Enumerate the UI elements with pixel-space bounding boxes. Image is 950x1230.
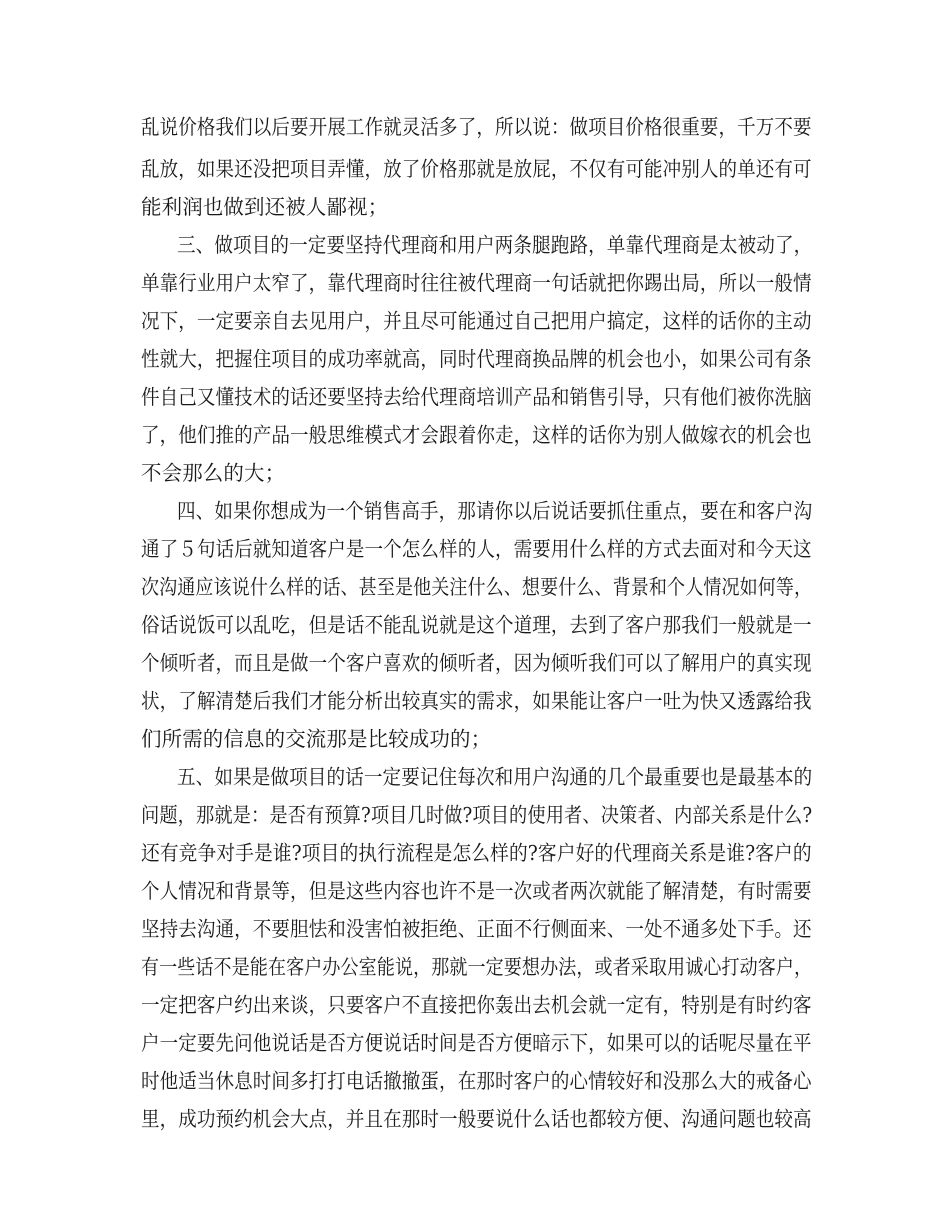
paragraph-three-start: 三、做项目的一定要坚持代理商和用户两条腿跑路，单靠代理商是太被动了， [177, 233, 813, 257]
text-line: 里，成功预约机会大点，并且在那时一般要说什么话也都较方便、沟通问题也较高 [141, 1107, 812, 1131]
text-line: 件自己又懂技术的话还要坚持去给代理商培训产品和销售引导，只有他们被你洗脑 [141, 385, 812, 409]
text-line: 们所需的信息的交流那是比较成功的； [141, 727, 492, 751]
text-line: 性就大，把握住项目的成功率就高，同时代理商换品牌的机会也小，如果公司有条 [141, 347, 812, 371]
text-line: 次沟通应该说什么样的话、甚至是他关注什么、想要什么、背景和个人情况如何等， [141, 575, 813, 599]
text-line: 通了５句话后就知道客户是一个怎么样的人，需要用什么样的方式去面对和今天这 [141, 537, 812, 561]
text-line: 问题，那就是：是否有预算?项目几时做?项目的使用者、决策者、内部关系是什么? [141, 803, 813, 827]
text-line: 况下，一定要亲自去见用户，并且尽可能通过自己把用户搞定，这样的话你的主动 [141, 309, 812, 333]
text-line: 单靠行业用户太窄了，靠代理商时往往被代理商一句话就把你踢出局，所以一般情 [141, 271, 812, 295]
text-line: 有一些话不是能在客户办公室能说，那就一定要想办法，或者采取用诚心打动客户， [141, 955, 813, 979]
text-line: 一定把客户约出来谈，只要客户不直接把你轰出去机会就一定有，特别是有时约客 [141, 993, 812, 1017]
text-line: 乱说价格我们以后要开展工作就灵活多了，所以说：做项目价格很重要，千万不要 [141, 115, 812, 139]
paragraph-four-start: 四、如果你想成为一个销售高手，那请你以后说话要抓住重点，要在和客户沟 [177, 499, 813, 523]
text-line: 俗话说饭可以乱吃，但是话不能乱说就是这个道理，去到了客户那我们一般就是一 [141, 613, 812, 637]
text-line: 户一定要先问他说话是否方便说话时间是否方便暗示下，如果可以的话呢尽量在平 [141, 1031, 812, 1055]
text-line: 不会那么的大； [141, 461, 286, 485]
text-line: 个倾听者，而且是做一个客户喜欢的倾听者，因为倾听我们可以了解用户的真实现 [141, 651, 812, 675]
paragraph-five-start: 五、如果是做项目的话一定要记住每次和用户沟通的几个最重要也是最基本的 [177, 765, 813, 789]
text-line: 还有竞争对手是谁?项目的执行流程是怎么样的?客户好的代理商关系是谁?客户的 [141, 841, 812, 865]
text-line: 乱放，如果还没把项目弄懂，放了价格那就是放屁，不仅有可能冲别人的单还有可 [141, 157, 812, 181]
text-line: 了，他们推的产品一般思维模式才会跟着你走，这样的话你为别人做嫁衣的机会也 [141, 423, 812, 447]
text-line: 时他适当休息时间多打打电话撤撤蛋，在那时客户的心情较好和没那么大的戒备心 [141, 1069, 812, 1093]
text-line: 坚持去沟通，不要胆怯和没害怕被拒绝、正面不行侧面来、一处不通多处下手。还 [141, 917, 812, 941]
text-line: 能利润也做到还被人鄙视； [141, 195, 389, 219]
text-line: 个人情况和背景等，但是这些内容也许不是一次或者两次就能了解清楚，有时需要 [141, 879, 812, 903]
text-line: 状，了解清楚后我们才能分析出较真实的需求，如果能让客户一吐为快又透露给我 [141, 689, 812, 713]
